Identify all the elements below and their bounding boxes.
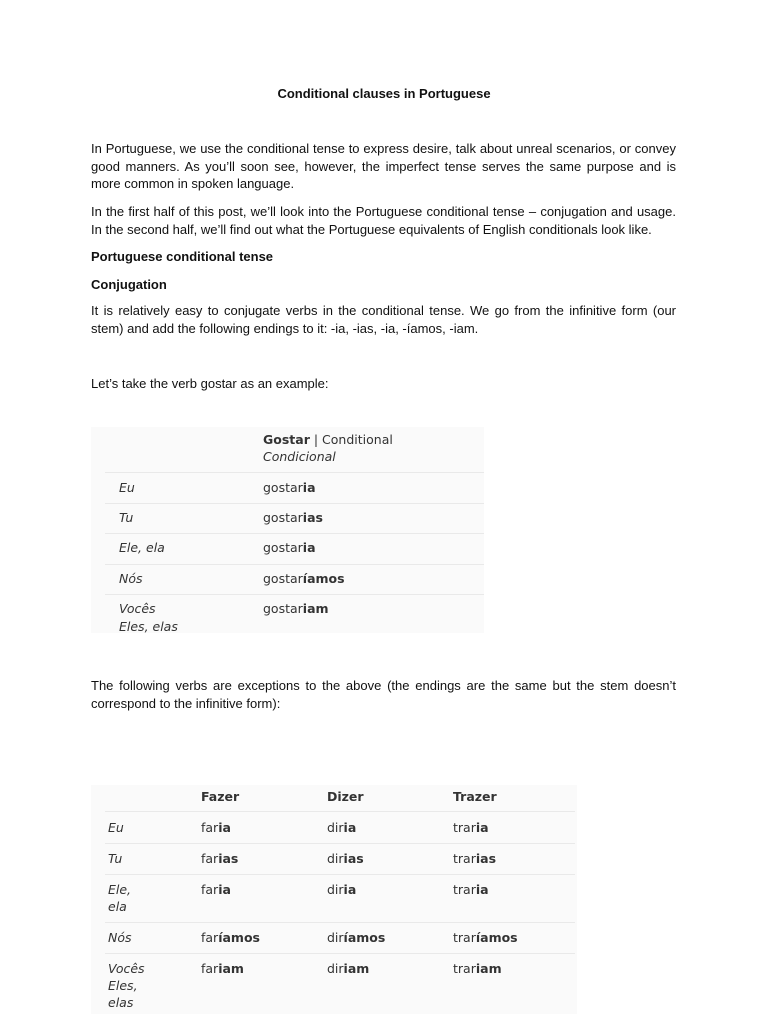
header-fazer: Fazer [201,789,240,804]
conjugation-cell: gostaria [263,480,316,495]
conjugation-cell: gostaríamos [263,571,345,586]
pronoun-tu: Tu [119,510,134,525]
header-dizer: Dizer [327,789,364,804]
example-intro: Let’s take the verb gostar as an example: [91,376,329,391]
pronoun-eu: Eu [119,480,135,495]
pronoun-elas: elas [108,995,134,1010]
fazer-cell: fariam [201,961,244,976]
row-divider [105,843,575,844]
exceptions-paragraph: The following verbs are exceptions to the above (the endings are the same but the stem doesn’t correspond to the infinitive form): [91,678,676,711]
conjugation-cell: gostaria [263,540,316,555]
header-verb: Gostar [263,432,310,447]
conjugation-cell: gostarias [263,510,323,525]
trazer-cell: traríamos [453,930,518,945]
pronoun-ele: Ele, [108,882,132,897]
gostar-conjugation-table [91,427,484,633]
row-divider [105,874,575,875]
dizer-cell: diria [327,882,357,897]
trazer-cell: traria [453,882,489,897]
document-title: Conditional clauses in Portuguese [277,86,491,101]
pronoun-ela: ela [108,899,127,914]
header-portuguese: Condicional [263,449,336,464]
fazer-cell: faria [201,882,231,897]
pronoun-eles: Eles, [108,978,138,993]
dizer-cell: dirias [327,851,364,866]
dizer-cell: diríamos [327,930,386,945]
pronoun-ele-ela: Ele, ela [119,540,165,555]
row-divider [105,564,484,565]
pronoun-voces: Vocês [119,601,156,616]
row-divider [105,503,484,504]
overview-paragraph: In the first half of this post, we’ll look into the Portuguese conditional tense – conjugation and usage. In the second half, we’ll find out what the Portuguese equivalents of English conditionals look like. [91,204,676,237]
pronoun-tu: Tu [108,851,123,866]
row-divider [105,811,575,812]
pronoun-nos: Nós [119,571,143,586]
row-divider [105,922,575,923]
dizer-cell: diria [327,820,357,835]
pronoun-eles-elas: Eles, elas [119,619,178,634]
header-english: Conditional [322,432,393,447]
subsection-heading: Conjugation [91,277,167,292]
fazer-cell: farias [201,851,239,866]
trazer-cell: traria [453,820,489,835]
section-heading: Portuguese conditional tense [91,249,274,264]
header-trazer: Trazer [453,789,497,804]
row-divider [105,533,484,534]
trazer-cell: trariam [453,961,502,976]
trazer-cell: trarias [453,851,497,866]
conjugation-paragraph: It is relatively easy to conjugate verbs in the conditional tense. We go from the infinitive form (our stem) and add the following endings to it: -ia, -ias, -ia, -íamos, -iam. [91,303,676,336]
pronoun-voces: Vocês [108,961,145,976]
pronoun-nos: Nós [108,930,132,945]
conjugation-cell: gostariam [263,601,329,616]
fazer-cell: faríamos [201,930,260,945]
pronoun-eu: Eu [108,820,124,835]
irregular-verbs-table [91,785,577,1014]
row-divider [105,594,484,595]
intro-paragraph: In Portuguese, we use the conditional tense to express desire, talk about unreal scenarios, or convey good manners. As you’ll soon see, however, the imperfect tense serves the same purpose and is more common in spoken language. [91,141,676,191]
row-divider [105,953,575,954]
table-header [263,431,393,449]
row-divider [105,472,484,473]
header-separator: | [309,432,323,447]
dizer-cell: diriam [327,961,370,976]
fazer-cell: faria [201,820,231,835]
